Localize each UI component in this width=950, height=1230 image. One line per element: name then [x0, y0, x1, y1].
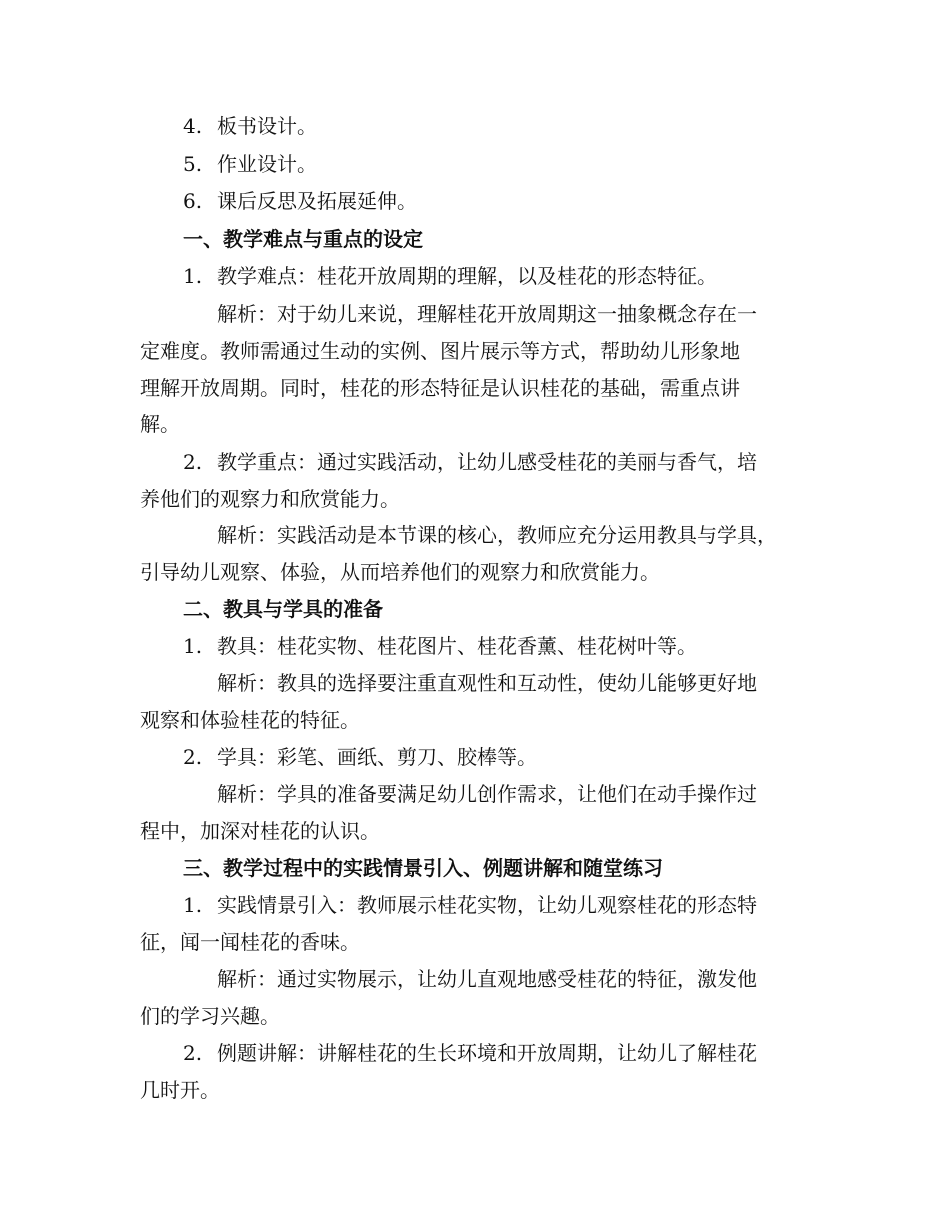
point-text-cont: 征，闻一闻桂花的香味。 — [140, 930, 360, 954]
section-heading-text: 一、教学难点与重点的设定 — [183, 227, 423, 251]
point-text-cont: 养他们的观察力和欣赏能力。 — [140, 487, 400, 511]
analysis-text: 解析：学具的准备要满足幼儿创作需求，让他们在动手操作过 — [217, 782, 757, 806]
analysis-line — [0, 369, 950, 407]
analysis-line — [0, 701, 950, 739]
point-line-cont — [0, 923, 950, 961]
item-text: 板书设计。 — [217, 114, 317, 138]
analysis-line — [0, 775, 950, 813]
point-number: 1. — [183, 893, 203, 917]
point-line — [0, 886, 950, 924]
point-line — [0, 1034, 950, 1072]
point-number: 1. — [183, 634, 203, 658]
section-heading — [0, 220, 950, 258]
analysis-line — [0, 997, 950, 1035]
analysis-text: 引导幼儿观察、体验，从而培养他们的观察力和欣赏能力。 — [140, 560, 660, 584]
point-text: 实践情景引入：教师展示桂花实物，让幼儿观察桂花的形态特 — [217, 893, 757, 917]
point-line — [0, 627, 950, 665]
analysis-text: 解析：对于幼儿来说，理解桂花开放周期这一抽象概念存在一 — [217, 302, 757, 326]
item-text: 作业设计。 — [217, 152, 317, 176]
point-text: 教学难点：桂花开放周期的理解，以及桂花的形态特征。 — [217, 264, 717, 288]
item-number: 4. — [183, 114, 203, 138]
point-line — [0, 257, 950, 295]
list-item — [0, 182, 950, 220]
analysis-text: 们的学习兴趣。 — [140, 1004, 280, 1028]
list-item — [0, 145, 950, 183]
point-line-cont — [0, 480, 950, 518]
section-heading-text: 三、教学过程中的实践情景引入、例题讲解和随堂练习 — [183, 856, 663, 880]
analysis-line — [0, 405, 950, 443]
point-text: 教具：桂花实物、桂花图片、桂花香薰、桂花树叶等。 — [217, 634, 697, 658]
analysis-line — [0, 553, 950, 591]
analysis-line — [0, 664, 950, 702]
analysis-text: 观察和体验桂花的特征。 — [140, 708, 360, 732]
point-number: 2. — [183, 1041, 203, 1065]
analysis-text: 解。 — [140, 412, 180, 436]
analysis-text: 解析：通过实物展示，让幼儿直观地感受桂花的特征，激发他 — [217, 967, 757, 991]
item-text: 课后反思及拓展延伸。 — [217, 189, 417, 213]
item-number: 5. — [183, 152, 203, 176]
analysis-line — [0, 516, 950, 554]
point-line — [0, 738, 950, 776]
analysis-line — [0, 295, 950, 333]
point-number: 1. — [183, 264, 203, 288]
point-text-cont: 几时开。 — [140, 1078, 220, 1102]
list-item — [0, 107, 950, 145]
section-heading — [0, 590, 950, 628]
analysis-text: 理解开放周期。同时，桂花的形态特征是认识桂花的基础，需重点讲 — [140, 376, 740, 400]
section-heading — [0, 849, 950, 887]
point-line-cont — [0, 1071, 950, 1109]
analysis-text: 解析：教具的选择要注重直观性和互动性，使幼儿能够更好地 — [217, 671, 757, 695]
analysis-text: 定难度。教师需通过生动的实例、图片展示等方式，帮助幼儿形象地 — [140, 339, 740, 363]
point-text: 学具：彩笔、画纸、剪刀、胶棒等。 — [217, 745, 537, 769]
point-number: 2. — [183, 450, 203, 474]
point-line — [0, 443, 950, 481]
section-heading-text: 二、教具与学具的准备 — [183, 597, 383, 621]
item-number: 6. — [183, 189, 203, 213]
analysis-line — [0, 332, 950, 370]
point-number: 2. — [183, 745, 203, 769]
analysis-text: 程中，加深对桂花的认识。 — [140, 819, 380, 843]
point-text: 例题讲解：讲解桂花的生长环境和开放周期，让幼儿了解桂花 — [217, 1041, 757, 1065]
analysis-line — [0, 960, 950, 998]
point-text: 教学重点：通过实践活动，让幼儿感受桂花的美丽与香气，培 — [217, 450, 757, 474]
analysis-line — [0, 812, 950, 850]
analysis-text: 解析：实践活动是本节课的核心，教师应充分运用教具与学具， — [217, 523, 777, 547]
